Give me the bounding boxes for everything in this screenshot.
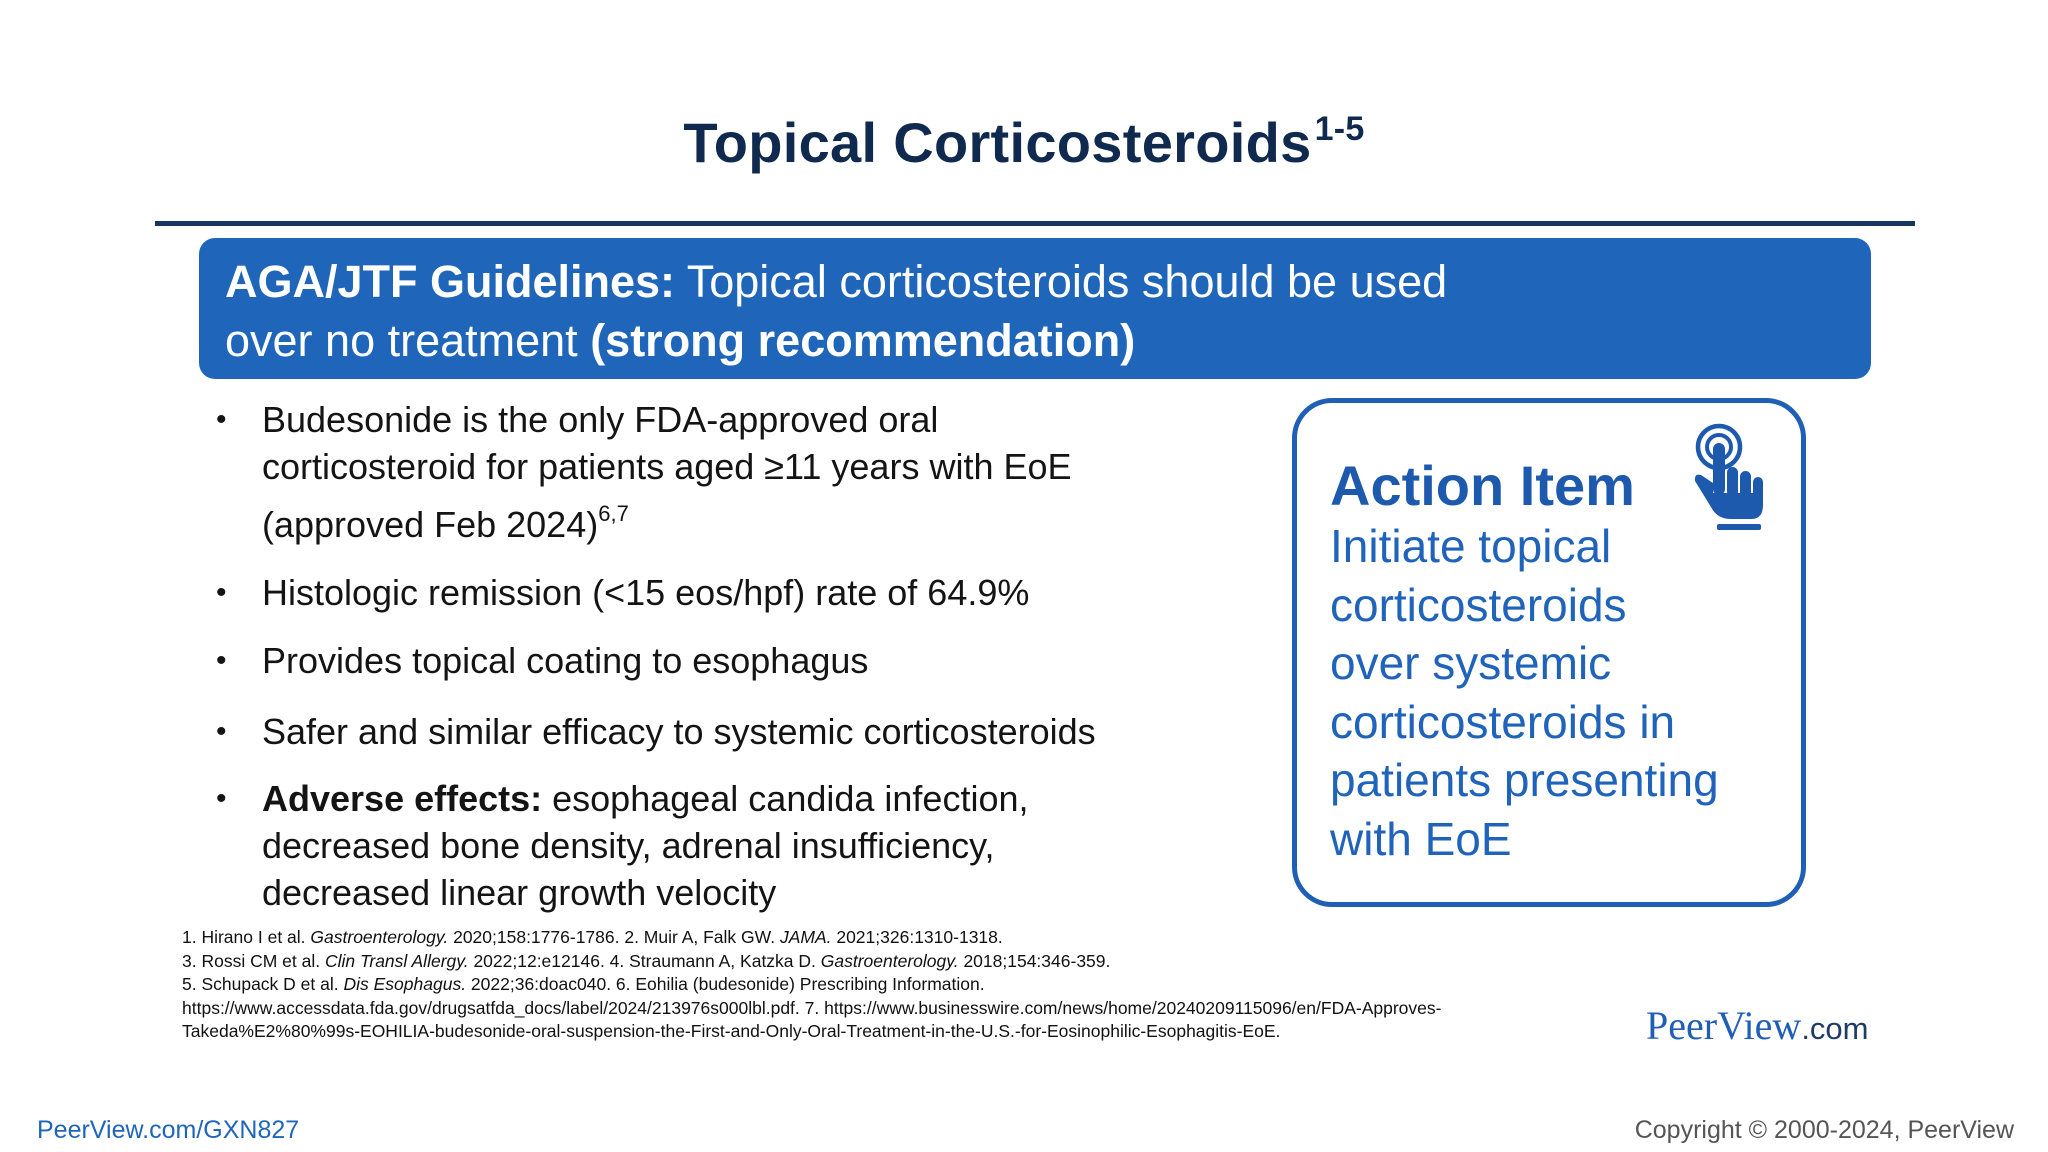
- references: [182, 926, 1622, 1044]
- bullet-dot: •: [216, 403, 227, 436]
- bullet-budesonide: [210, 396, 1210, 548]
- action-item-line: over systemic: [1330, 637, 1612, 689]
- reference-text: 2018;154:346-359.: [958, 950, 1111, 971]
- reference-line: [182, 950, 1622, 974]
- bullet-text-line: decreased bone density, adrenal insufficiency,: [262, 825, 995, 866]
- bullet-dot: •: [216, 715, 227, 748]
- reference-text: 2022;36:doac040. 6. Eohilia (budesonide) Prescribing Information.: [466, 974, 985, 994]
- footer-link[interactable]: PeerView.com/GXN827: [37, 1116, 300, 1144]
- slide-title-text: Topical Corticosteroids: [683, 111, 1312, 174]
- reference-line: Takeda%E2%80%99s-EOHILIA-budesonide-oral-suspension-the-First-and-Only-Oral-Treatment-in-the-U.S.-for-Eosinophilic-Esophagitis-EoE.: [182, 1021, 1281, 1041]
- action-item-title: Action Item: [1330, 454, 1635, 517]
- action-item-line: Initiate topical: [1330, 520, 1612, 572]
- logo-name: PeerView: [1646, 1003, 1802, 1048]
- reference-text: 2021;326:1310-1318.: [831, 927, 1003, 947]
- bullet-text-line: [262, 775, 1210, 822]
- reference-text: 3. Rossi CM et al.: [182, 950, 325, 971]
- action-item-line: corticosteroids: [1330, 578, 1627, 631]
- reference-text: 2020;158:1776-1786. 2. Muir A, Falk GW.: [448, 927, 780, 947]
- reference-journal: Gastroenterology.: [310, 927, 449, 947]
- reference-journal: Clin Transl Allergy.: [324, 950, 469, 971]
- bullet-dot: •: [216, 576, 227, 609]
- bullet-dot: •: [216, 644, 227, 677]
- bullet-coating: [210, 637, 1210, 684]
- banner-line-1: [225, 252, 1845, 311]
- bullet-lead: Adverse effects:: [262, 778, 543, 819]
- peerview-logo: [1646, 1002, 1869, 1049]
- logo-suffix: .com: [1801, 1011, 1869, 1046]
- bullet-text: esophageal candida infection,: [542, 778, 1029, 819]
- banner-lead: AGA/JTF Guidelines:: [225, 256, 676, 307]
- action-item-line: with EoE: [1330, 812, 1512, 865]
- title-divider: [155, 221, 1915, 226]
- bullet-list: [210, 396, 1210, 916]
- action-item-text: [1330, 517, 1790, 868]
- reference-text: 2022;12:e12146. 4. Straumann A, Katzka D.: [468, 950, 821, 971]
- reference-line: https://www.accessdata.fda.gov/drugsatfda_docs/label/2024/213976s000lbl.pdf. 7. https://www.businesswire.com/news/home/20240209115096/en/FDA-Approves-: [182, 997, 1442, 1018]
- bullet-text-line: Safer and similar efficacy to systemic corticosteroids: [262, 711, 1096, 752]
- reference-journal: Dis Esophagus.: [343, 974, 467, 994]
- slide-title-citation: 1-5: [1314, 110, 1365, 148]
- bullet-text: (approved Feb 2024): [262, 504, 599, 545]
- reference-text: 5. Schupack D et al.: [182, 974, 344, 994]
- reference-line: [182, 973, 1622, 997]
- bullet-text-line: Provides topical coating to esophagus: [262, 640, 869, 681]
- guideline-banner: [199, 238, 1871, 379]
- action-item-box: [1292, 398, 1806, 907]
- copyright-text: Copyright © 2000-2024, PeerView: [1634, 1116, 2014, 1144]
- bullet-dot: •: [216, 782, 227, 815]
- action-item-line: corticosteroids in: [1330, 695, 1676, 748]
- reference-journal: JAMA.: [779, 927, 832, 947]
- reference-text: 1. Hirano I et al.: [182, 927, 311, 947]
- bullet-text-line: [262, 490, 1210, 548]
- action-item-line: patients presenting: [1330, 754, 1719, 806]
- banner-line-1-text: Topical corticosteroids should be used: [675, 256, 1448, 307]
- banner-line-2: [225, 311, 1845, 370]
- bullet-adverse-effects: [210, 775, 1210, 916]
- reference-line: [182, 926, 1622, 950]
- bullet-text-line: Budesonide is the only FDA-approved oral: [262, 399, 939, 440]
- bullet-text-line: corticosteroid for patients aged ≥11 years with EoE: [262, 446, 1072, 487]
- banner-line-2-text: over no treatment: [225, 315, 591, 366]
- bullet-citation: 6,7: [598, 501, 629, 526]
- reference-journal: Gastroenterology.: [820, 950, 959, 971]
- slide-title: [0, 110, 2048, 175]
- banner-recommendation: (strong recommendation): [590, 315, 1136, 366]
- bullet-safety: [210, 708, 1210, 755]
- bullet-text-line: decreased linear growth velocity: [262, 872, 777, 913]
- bullet-remission: [210, 569, 1210, 616]
- bullet-text-line: Histologic remission (<15 eos/hpf) rate of 64.9%: [262, 572, 1030, 613]
